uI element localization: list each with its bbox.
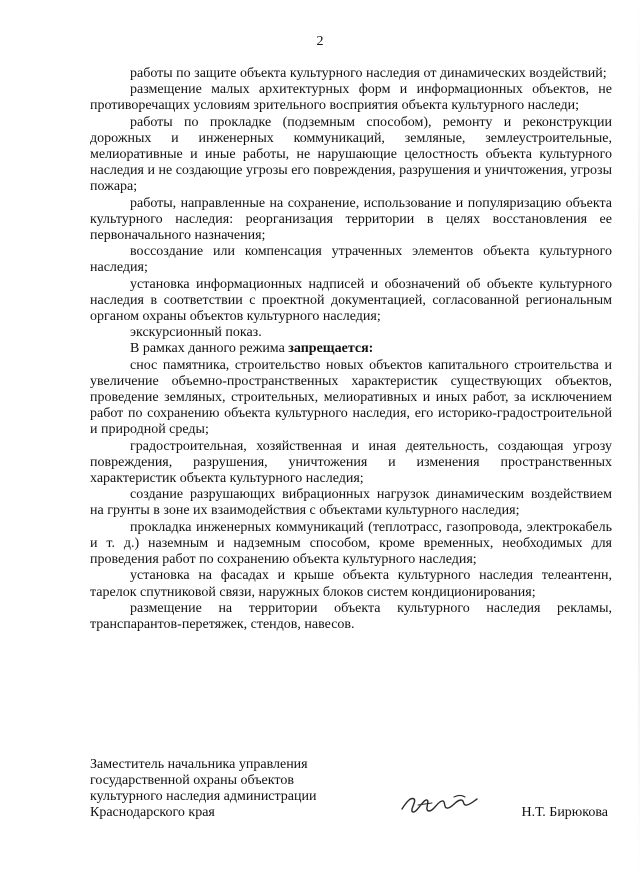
paragraph: экскурсионный показ. — [130, 325, 262, 341]
paragraph: размещение малых архитектурных форм и информационных объектов, не противоречащих условиям зрительного восприятия объекта культурного наследи; — [90, 82, 612, 114]
paragraph: работы по защите объекта культурного наследия от динамических воздействий; — [130, 66, 607, 81]
prohibited-heading-bold: запрещается: — [288, 341, 374, 357]
signatory-title — [90, 757, 370, 821]
prohibited-heading — [90, 341, 612, 357]
paragraph: прокладка инженерных коммуникаций (теплотрасс, газопровода, электрокабель и т. д.) наземным и надземным способом, кроме временных, необходимых для проведения работ по сохранению объекта культурного наследия; — [90, 519, 612, 568]
paragraph: создание разрушающих вибрационных нагрузок динамическим воздействием на грунты в зоне их взаимодействия с объектами культурного наследия; — [90, 487, 612, 519]
page-number: 2 — [316, 34, 324, 49]
paragraph: работы по прокладке (подземным способом), ремонту и реконструкции дорожных и инженерных коммуникаций, земляные, землеустроительные, мелиоративные и иные работы, не нарушающие целостность объекта культурного наследия и не создающие угрозы его повреждения, разрушения и уничтожения, угрозы пожара; — [90, 114, 612, 195]
handwritten-signature — [398, 787, 480, 819]
prohibited-heading-prefix: В рамках данного режима — [130, 341, 289, 357]
signatory-title-line: культурного наследия администрации — [90, 789, 317, 804]
paragraph: размещение на территории объекта культурного наследия рекламы, транспарантов-перетяжек, стендов, навесов. — [90, 600, 612, 632]
paragraph: работы, направленные на сохранение, использование и популяризацию объекта культурного наследия: реорганизация территории в целях восстановления ее первоначального назначения; — [90, 195, 612, 244]
signatory-title-line: Краснодарского края — [90, 805, 215, 820]
signatory-name: Н.Т. Бирюкова — [521, 805, 608, 820]
paragraph: снос памятника, строительство новых объектов капитального строительства и увеличение объемно-пространственных характеристик существующих объектов, проведение земляных, строительных, мелиоративных и иных работ, за исключением работ по сохранению объекта культурного наследия, его историко-градостроительной и природной среды; — [90, 357, 612, 438]
document-body — [90, 66, 612, 633]
paragraph: установка на фасадах и крыше объекта культурного наследия телеантенн, тарелок спутниковой связи, наружных блоков систем кондиционирования; — [90, 568, 612, 600]
signature-block — [90, 757, 612, 827]
paragraph: установка информационных надписей и обозначений об объекте культурного наследия в соответствии с проектной документацией, согласованной региональным органом охраны объектов культурного наследия; — [90, 276, 612, 325]
paragraph: градостроительная, хозяйственная и иная деятельность, создающая угрозу повреждения, разрушения, уничтожения и изменения пространственных характеристик объекта культурного наследия; — [90, 438, 612, 487]
signatory-title-line: государственной охраны объектов — [90, 773, 294, 788]
signatory-title-line: Заместитель начальника управления — [90, 757, 308, 772]
paragraph: воссоздание или компенсация утраченных элементов объекта культурного наследия; — [90, 244, 612, 276]
